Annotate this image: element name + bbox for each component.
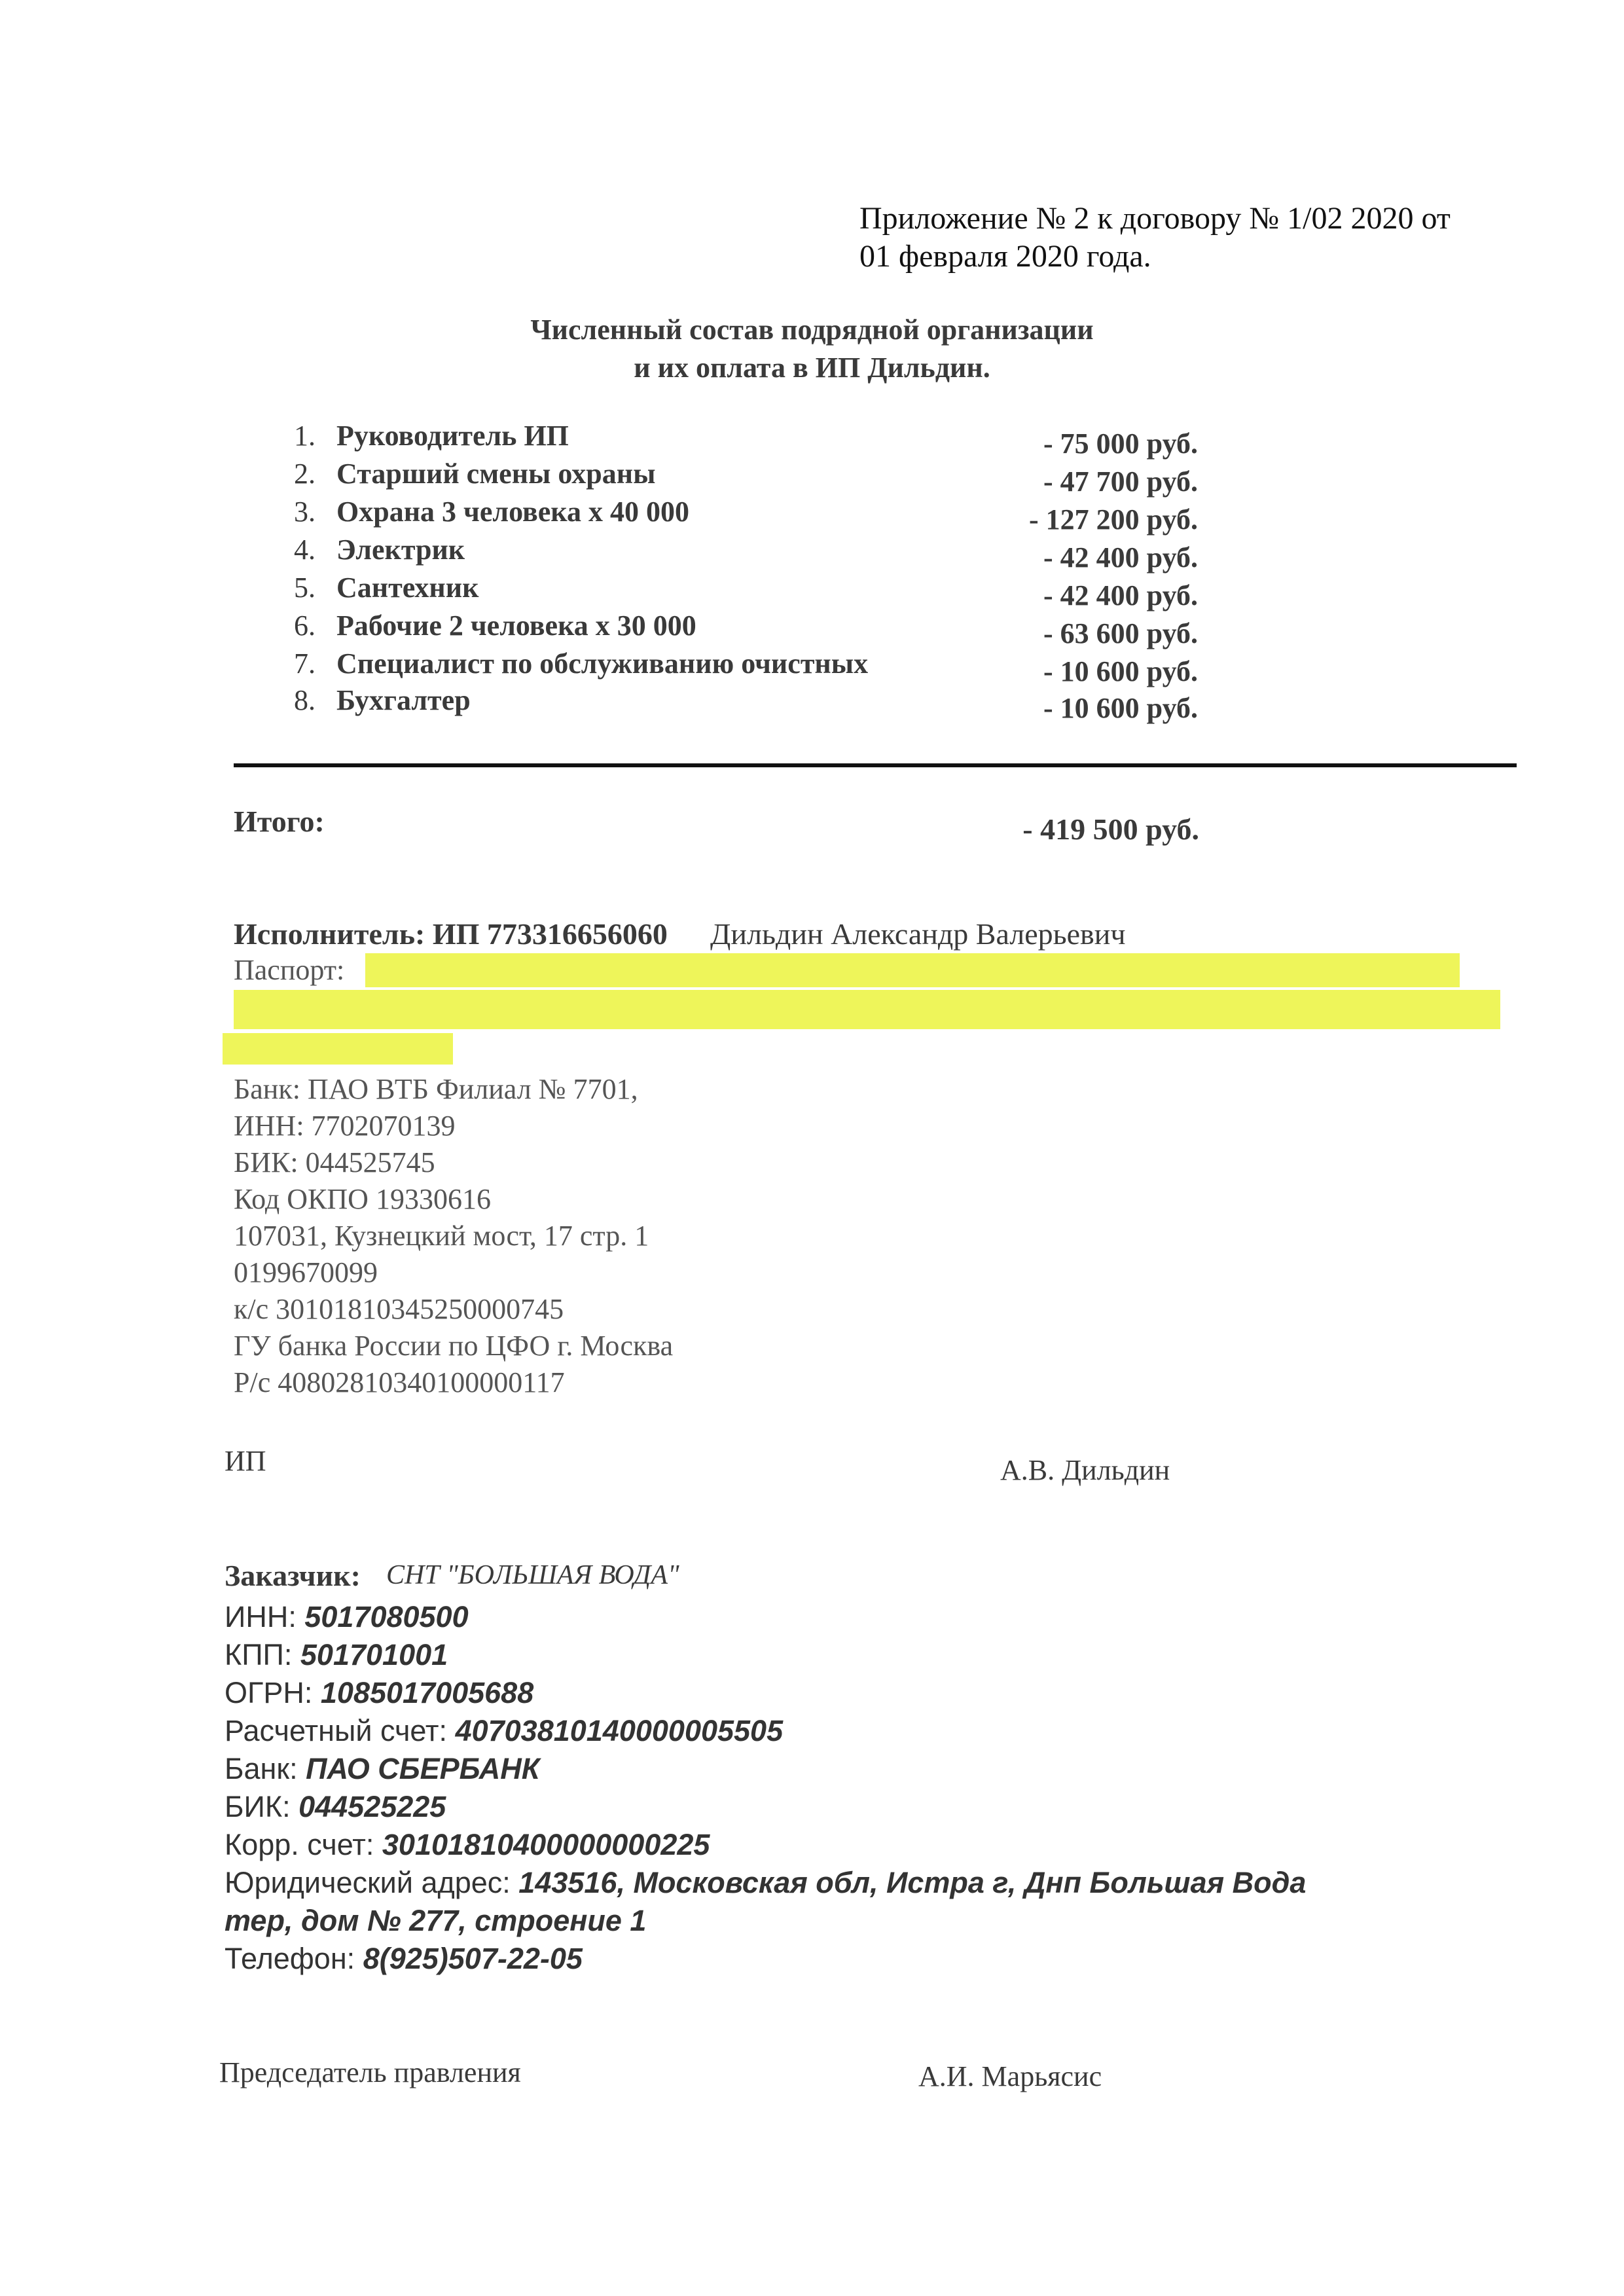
item-price: - 10 600 руб. xyxy=(1043,692,1198,724)
field-value: 30101810400000000225 xyxy=(382,1828,710,1861)
customer-bik xyxy=(225,1790,446,1824)
customer-name: СНТ "БОЛЬШАЯ ВОДА" xyxy=(386,1560,679,1590)
total-value: - 419 500 руб. xyxy=(1022,812,1199,846)
bank-detail-line: 0199670099 xyxy=(234,1256,378,1288)
bank-detail-line: Р/с 40802810340100000117 xyxy=(234,1366,565,1398)
field-label: ИНН: xyxy=(225,1600,305,1633)
customer-label: Заказчик: xyxy=(225,1559,361,1592)
item-price: - 10 600 руб. xyxy=(1043,655,1198,687)
item-number: 1. xyxy=(294,420,316,452)
customer-signature-name: А.И. Марьясис xyxy=(918,2060,1102,2092)
appendix-header xyxy=(859,200,1451,276)
customer-account xyxy=(225,1714,783,1748)
document-title-line-2: и их оплата в ИП Дильдин. xyxy=(634,352,990,384)
customer-signature-title: Председатель правления xyxy=(219,2056,521,2088)
customer-ogrn xyxy=(225,1676,533,1710)
item-label: Специалист по обслуживанию очистных xyxy=(336,647,869,680)
document-title-line-1: Численный состав подрядной организации xyxy=(530,314,1094,346)
field-value: 044525225 xyxy=(298,1790,446,1823)
passport-label: Паспорт: xyxy=(234,954,345,986)
bank-detail-line: Банк: ПАО ВТБ Филиал № 7701, xyxy=(234,1073,638,1105)
bank-detail-line: БИК: 044525745 xyxy=(234,1146,435,1178)
field-value: 501701001 xyxy=(300,1638,448,1671)
field-value: ПАО СБЕРБАНК xyxy=(306,1752,540,1785)
field-value: 8(925)507-22-05 xyxy=(363,1942,583,1975)
item-number: 6. xyxy=(294,610,316,642)
item-number: 5. xyxy=(294,572,316,604)
passport-redaction xyxy=(223,1033,453,1065)
item-number: 2. xyxy=(294,458,316,490)
field-label: Банк: xyxy=(225,1752,306,1785)
customer-inn xyxy=(225,1600,469,1634)
field-value: 40703810140000005505 xyxy=(455,1714,784,1747)
bank-detail-line: 107031, Кузнецкий мост, 17 стр. 1 xyxy=(234,1220,649,1252)
item-label: Руководитель ИП xyxy=(336,420,569,452)
item-price: - 63 600 руб. xyxy=(1043,617,1198,649)
item-price: - 42 400 руб. xyxy=(1043,541,1198,574)
customer-bank xyxy=(225,1752,539,1786)
executor-signature-title: ИП xyxy=(225,1445,266,1477)
executor-label: Исполнитель: ИП 773316656060 xyxy=(234,917,668,951)
field-value: 5017080500 xyxy=(304,1600,469,1633)
field-label: ОГРН: xyxy=(225,1676,321,1709)
item-label: Сантехник xyxy=(336,572,479,604)
item-number: 8. xyxy=(294,684,316,716)
field-value: 1085017005688 xyxy=(320,1676,534,1709)
field-label: Телефон: xyxy=(225,1942,363,1975)
item-label: Охрана 3 человека х 40 000 xyxy=(336,496,689,528)
field-label: Корр. счет: xyxy=(225,1828,382,1861)
appendix-header-line-1: Приложение № 2 к договору № 1/02 2020 от xyxy=(859,201,1451,236)
field-value: тер, дом № 277, строение 1 xyxy=(225,1904,647,1937)
customer-phone xyxy=(225,1942,583,1976)
bank-detail-line: ИНН: 7702070139 xyxy=(234,1110,456,1142)
field-value: 143516, Московская обл, Истра г, Днп Большая Вода xyxy=(518,1866,1307,1899)
executor-signature-name: А.В. Дильдин xyxy=(1000,1454,1170,1486)
item-price: - 127 200 руб. xyxy=(1029,503,1198,536)
customer-kpp xyxy=(225,1638,448,1672)
item-number: 3. xyxy=(294,496,316,528)
field-label: Расчетный счет: xyxy=(225,1714,456,1747)
item-label: Бухгалтер xyxy=(336,684,471,716)
item-price: - 75 000 руб. xyxy=(1043,428,1198,460)
bank-details xyxy=(234,1071,673,1401)
appendix-header-line-2: 01 февраля 2020 года. xyxy=(859,239,1151,274)
bank-detail-line: к/с 30101810345250000745 xyxy=(234,1293,564,1325)
item-label: Электрик xyxy=(336,534,465,566)
customer-legal-address xyxy=(225,1866,1306,1900)
total-divider xyxy=(234,763,1517,767)
bank-detail-line: ГУ банка России по ЦФО г. Москва xyxy=(234,1330,674,1362)
item-number: 4. xyxy=(294,534,316,566)
passport-redaction xyxy=(365,953,1460,987)
item-label: Рабочие 2 человека х 30 000 xyxy=(336,610,696,642)
executor-name: Дильдин Александр Валерьевич xyxy=(710,917,1126,951)
field-label: БИК: xyxy=(225,1790,299,1823)
bank-detail-line: Код ОКПО 19330616 xyxy=(234,1183,491,1215)
field-label: Юридический адрес: xyxy=(225,1866,519,1899)
item-label: Старший смены охраны xyxy=(336,458,656,490)
customer-corr-account xyxy=(225,1828,710,1862)
passport-redaction xyxy=(234,990,1500,1029)
total-label: Итого: xyxy=(234,805,325,838)
item-price: - 42 400 руб. xyxy=(1043,579,1198,611)
customer-legal-address-cont xyxy=(225,1904,646,1938)
item-price: - 47 700 руб. xyxy=(1043,465,1198,498)
item-number: 7. xyxy=(294,647,316,680)
field-label: КПП: xyxy=(225,1638,300,1671)
